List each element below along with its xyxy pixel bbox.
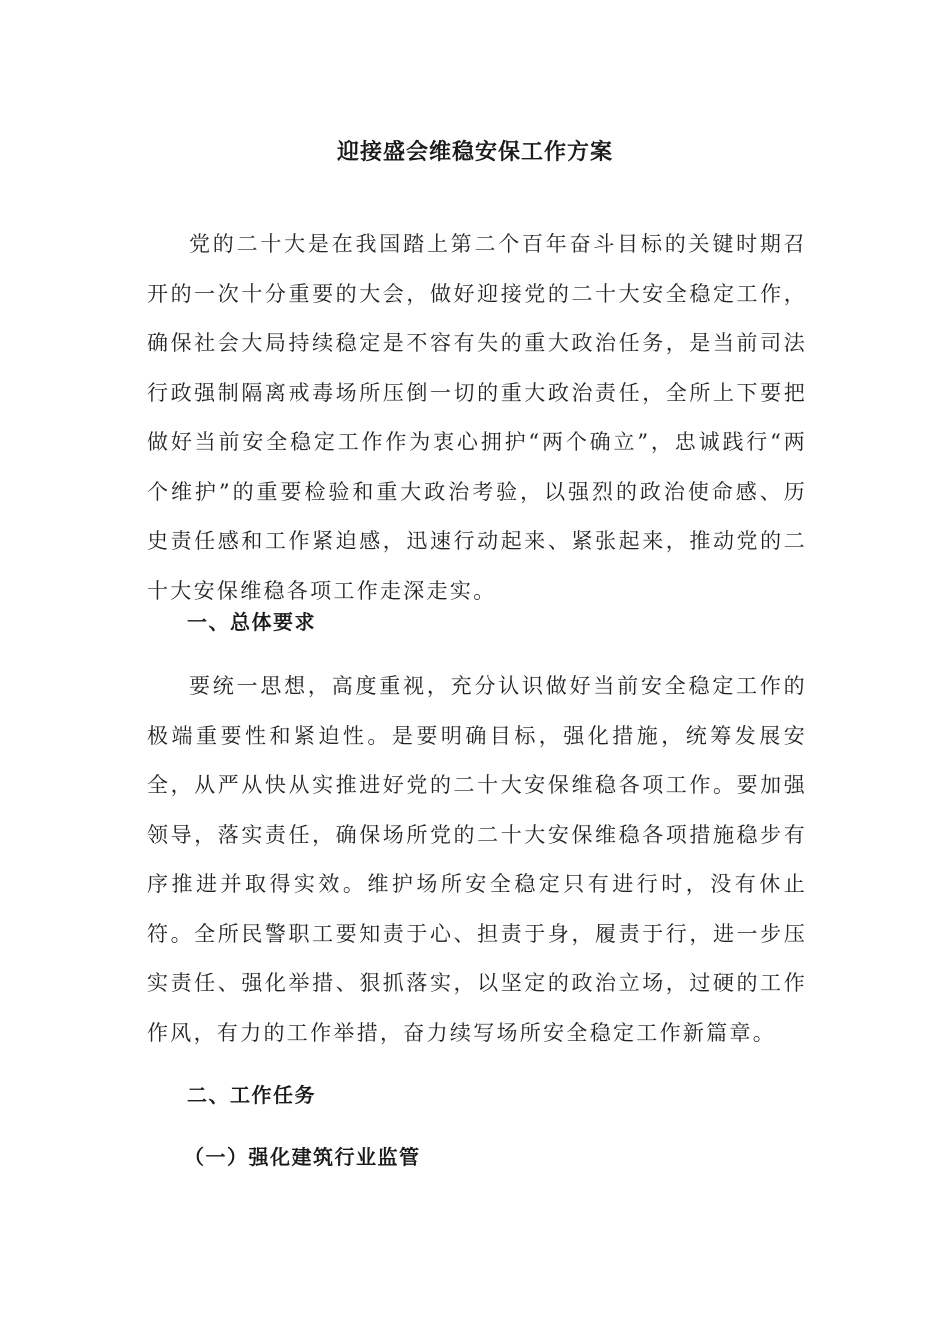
section-heading-work-tasks: 二、工作任务: [187, 1083, 316, 1107]
section-heading-general-requirements: 一、总体要求: [187, 610, 316, 634]
general-requirements-paragraph: 要统一思想，高度重视，充分认识做好当前安全稳定工作的极端重要性和紧迫性。是要明确目标，强化措施，统筹发展安全，从严从快从实推进好党的二十大安保维稳各项工作。要加强领导，落实责任，确保场所党的二十大安保维稳各项措施稳步有序推进并取得实效。维护场所安全稳定只有进行时，没有休止符。全所民警职工要知责于心、担责于身，履责于行，进一步压实责任、强化举措、狠抓落实，以坚定的政治立场，过硬的工作作风，有力的工作举措，奋力续写场所安全稳定工作新篇章。: [147, 674, 807, 1045]
subsection-heading-construction-supervision: （一）强化建筑行业监管: [184, 1145, 421, 1169]
document-title: 迎接盛会维稳安保工作方案: [336, 140, 613, 165]
intro-paragraph: 党的二十大是在我国踏上第二个百年奋斗目标的关键时期召开的一次十分重要的大会，做好迎接党的二十大安全稳定工作，确保社会大局持续稳定是不容有失的重大政治任务，是当前司法行政强制隔离戒毒场所压倒一切的重大政治责任，全所上下要把做好当前安全稳定工作作为衷心拥护“两个确立”，忠诚践行“两个维护”的重要检验和重大政治考验，以强烈的政治使命感、历史责任感和工作紧迫感，迅速行动起来、紧张起来，推动党的二十大安保维稳各项工作走深走实。: [147, 232, 807, 603]
